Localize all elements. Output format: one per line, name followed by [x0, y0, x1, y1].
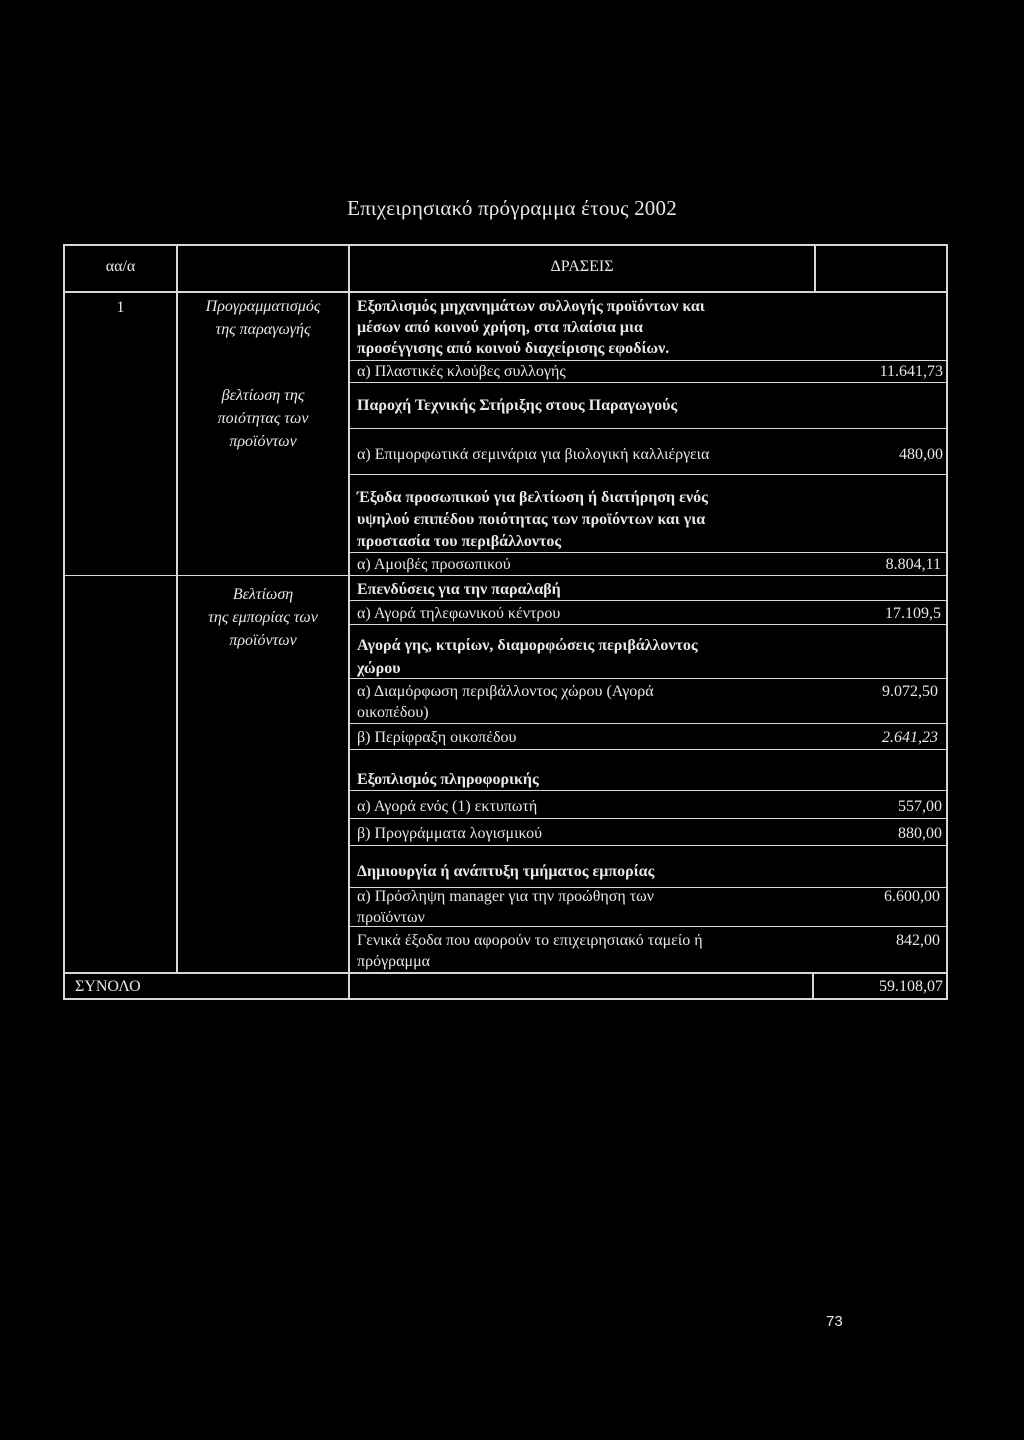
amount-general: 842,00	[896, 932, 940, 949]
action-salaries: α) Αμοιβές προσωπικού	[357, 556, 511, 573]
total-label: ΣΥΝΟΛΟ	[75, 978, 141, 995]
action-equipment-line1: Εξοπλισμός μηχανημάτων συλλογής προϊόντων και	[357, 298, 705, 315]
action-general-line2: πρόγραμμα	[357, 953, 431, 970]
row-divider	[350, 845, 946, 846]
action-landscaping-line1: α) Διαμόρφωση περιβάλλοντος χώρου (Αγορά	[357, 683, 654, 700]
row-divider	[350, 382, 946, 383]
category-quality-line1: βελτίωση της	[221, 387, 305, 404]
amount-software: 880,00	[898, 825, 942, 842]
row-divider	[350, 474, 946, 475]
action-investments: Επενδύσεις για την παραλαβή	[357, 581, 561, 598]
row-divider	[63, 575, 948, 576]
category-quality-line3: προϊόντων	[229, 433, 297, 450]
row-divider	[350, 749, 946, 750]
table-border-bottom	[63, 998, 948, 1000]
category-marketing-line3: προϊόντων	[229, 632, 297, 649]
row-divider	[350, 818, 946, 819]
amount-phone-center: 17.109,5	[885, 605, 941, 622]
amount-crates: 11.641,73	[879, 363, 943, 380]
action-tech-support: Παροχή Τεχνικής Στήριξης στους Παραγωγούς	[357, 397, 678, 414]
table-border-right	[946, 244, 948, 1000]
action-plan-table	[63, 244, 948, 1000]
amount-seminars: 480,00	[899, 446, 943, 463]
row-divider	[350, 790, 946, 791]
action-marketing-dept: Δημιουργία ή ανάπτυξη τμήματος εμπορίας	[357, 863, 655, 880]
amount-printer: 557,00	[898, 798, 942, 815]
action-fencing: β) Περίφραξη οικοπέδου	[357, 729, 517, 746]
action-phone-center: α) Αγορά τηλεφωνικού κέντρου	[357, 605, 561, 622]
category-production-line1: Προγραμματισμός	[205, 298, 321, 315]
action-staff-line2: υψηλού επιπέδου ποιότητας των προϊόντων και για	[357, 511, 706, 528]
action-printer: α) Αγορά ενός (1) εκτυπωτή	[357, 798, 538, 815]
action-equipment-line2: μέσων από κοινού χρήση, στα πλαίσια μια	[357, 319, 643, 336]
table-border-left	[63, 244, 65, 1000]
action-land-line1: Αγορά γης, κτιρίων, διαμορφώσεις περιβάλλοντος	[357, 637, 698, 654]
action-land-line2: χώρου	[357, 660, 401, 677]
header-aa: αα/α	[105, 258, 136, 275]
action-staff-line3: προστασία του περιβάλλοντος	[357, 533, 562, 550]
amount-salaries: 8.804,11	[885, 556, 941, 573]
amount-landscaping: 9.072,50	[882, 683, 938, 700]
row-divider	[350, 678, 946, 679]
category-marketing-line2: της εμπορίας των	[208, 609, 318, 626]
total-value: 59.108,07	[879, 978, 943, 995]
category-production-line2: της παραγωγής	[215, 321, 311, 338]
action-seminars: α) Επιμορφωτικά σεμινάρια για βιολογική καλλιέργεια	[357, 446, 710, 463]
row-divider	[350, 428, 946, 429]
action-staff-line1: Έξοδα προσωπικού για βελτίωση ή διατήρηση ενός	[357, 489, 708, 506]
row-divider	[350, 552, 946, 553]
action-landscaping-line2: οικοπέδου)	[357, 704, 429, 721]
row-divider	[350, 624, 946, 625]
amount-manager: 6.600,00	[884, 888, 940, 905]
row-divider	[350, 600, 946, 601]
row-divider	[350, 926, 946, 927]
action-it-equipment: Εξοπλισμός πληροφορικής	[357, 771, 539, 788]
row-divider	[63, 972, 948, 974]
action-software: β) Προγράμματα λογισμικού	[357, 825, 543, 842]
action-general-line1: Γενικά έξοδα που αφορούν το επιχειρησιακό ταμείο ή	[357, 932, 703, 949]
row-divider	[350, 723, 946, 724]
header-actions: ΔΡΑΣΕΙΣ	[550, 258, 614, 275]
action-manager-line2: προϊόντων	[357, 909, 425, 926]
action-manager-line1: α) Πρόσληψη manager για την προώθηση των	[357, 888, 654, 905]
column-divider	[814, 244, 816, 292]
category-marketing-line1: Βελτίωση	[232, 586, 294, 603]
document-title: Επιχειρησιακό πρόγραμμα έτους 2002	[347, 196, 677, 220]
page-number: 73	[826, 1313, 843, 1330]
row-divider	[63, 291, 948, 293]
action-equipment-line3: προσέγγισης από κοινού διαχείρισης εφοδίων.	[357, 340, 670, 357]
category-quality-line2: ποιότητας των	[217, 410, 309, 427]
row-number: 1	[116, 299, 125, 316]
amount-fencing: 2.641,23	[882, 729, 938, 746]
action-crates: α) Πλαστικές κλούβες συλλογής	[357, 363, 566, 380]
